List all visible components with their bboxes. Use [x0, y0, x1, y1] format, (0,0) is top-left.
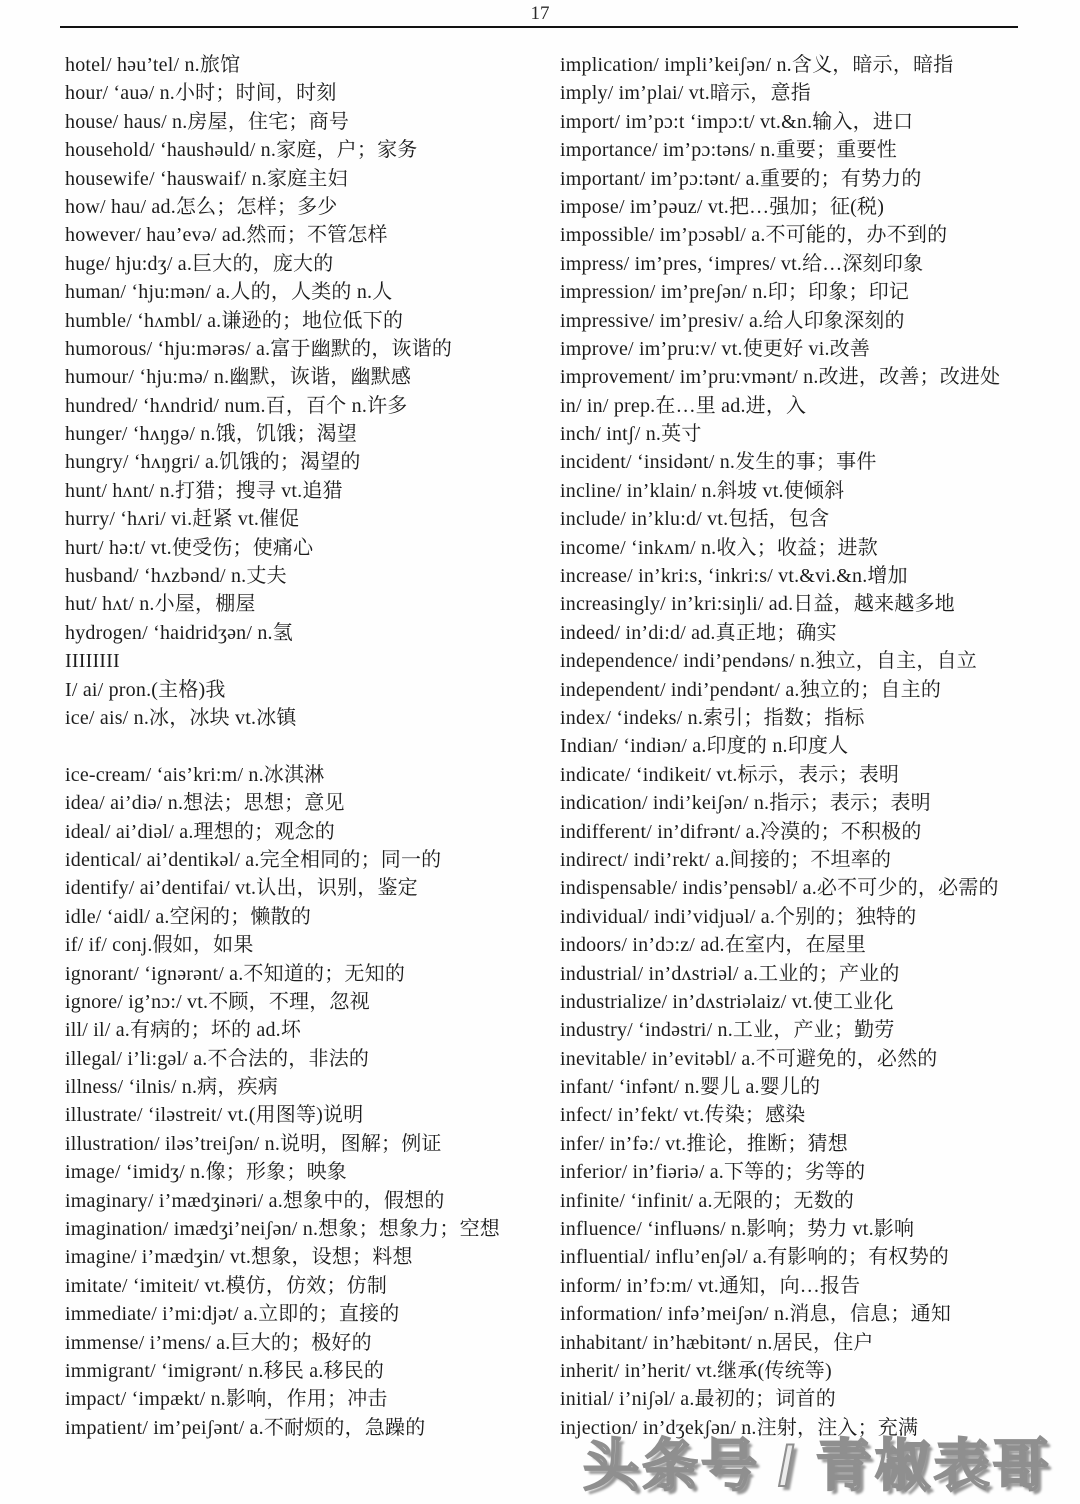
- dictionary-entry: initial/ i’niʃəl/ a.最初的；词首的: [560, 1388, 836, 1411]
- dictionary-entry: industrialize/ in’dʌstriəlaiz/ vt.使工业化: [560, 990, 894, 1013]
- dictionary-entry: imagination/ imædʒi’neiʃən/ n.想象；想象力；空想: [65, 1218, 500, 1241]
- dictionary-entry: inevitable/ in’evitəbl/ a.不可避免的，必然的: [560, 1047, 938, 1070]
- dictionary-entry: industry/ ‘indəstri/ n.工业，产业；勤劳: [560, 1019, 895, 1042]
- dictionary-entry: Indian/ ‘indiən/ a.印度的 n.印度人: [560, 735, 849, 758]
- dictionary-entry: illness/ ‘ilnis/ n.病，疾病: [65, 1076, 278, 1099]
- dictionary-entry: incline/ in’klain/ n.斜坡 vt.使倾斜: [560, 479, 845, 502]
- dictionary-entry: identify/ ai’dentifai/ vt.认出，识别，鉴定: [65, 877, 418, 900]
- dictionary-entry: hunger/ ‘hʌŋgə/ n.饿，饥饿；渴望: [65, 423, 358, 446]
- dictionary-entry: independent/ indi’pendənt/ a.独立的；自主的: [560, 678, 942, 701]
- dictionary-entry: improvement/ im’pru:vmənt/ n.改进，改善；改进处: [560, 366, 1001, 389]
- dictionary-entry: in/ in/ prep.在…里 ad.进，入: [560, 394, 807, 417]
- dictionary-entry: imagine/ i’mædʒin/ vt.想象，设想；料想: [65, 1246, 413, 1269]
- dictionary-entry: industrial/ in’dʌstriəl/ a.工业的；产业的: [560, 962, 900, 985]
- dictionary-entry: ice-cream/ ‘ais’kri:m/ n.冰淇淋: [65, 763, 325, 786]
- dictionary-entry: hurry/ ‘hʌri/ vi.赶紧 vt.催促: [65, 508, 300, 531]
- dictionary-entry: identical/ ai’dentikəl/ a.完全相同的；同一的: [65, 848, 442, 871]
- dictionary-entry: indication/ indi’keiʃən/ n.指示；表示；表明: [560, 792, 931, 815]
- dictionary-entry: how/ hau/ ad.怎么；怎样；多少: [65, 195, 338, 218]
- dictionary-entry: however/ hau’evə/ ad.然而；不管怎样: [65, 224, 388, 247]
- dictionary-entry: imply/ im’plai/ vt.暗示，意指: [560, 82, 811, 105]
- dictionary-entry: indifferent/ in’difrənt/ a.冷漠的；不积极的: [560, 820, 922, 843]
- dictionary-entry: ideal/ ai’diəl/ a.理想的；观念的: [65, 820, 335, 843]
- dictionary-entry: improve/ im’pru:v/ vt.使更好 vi.改善: [560, 337, 871, 360]
- right-column: [560, 51, 1060, 1442]
- dictionary-entry: implication/ impli’keiʃən/ n.含义，暗示，暗指: [560, 54, 954, 76]
- dictionary-entry: import/ im’pɔ:t ‘impɔ:t/ vt.&n.输入，进口: [560, 110, 914, 133]
- dictionary-entry: indicate/ ‘indikeit/ vt.标示，表示；表明: [560, 763, 900, 786]
- dictionary-entry: inherit/ in’herit/ vt.继承(传统等): [560, 1359, 832, 1382]
- dictionary-entry: individual/ indi’vidjuəl/ a.个别的；独特的: [560, 905, 917, 928]
- watermark-text: 头条号 / 青椒表哥: [583, 1434, 1052, 1497]
- dictionary-entry: idea/ ai’diə/ n.想法；思想；意见: [65, 792, 345, 815]
- dictionary-entry: influence/ ‘influəns/ n.影响；势力 vt.影响: [560, 1218, 915, 1241]
- page-number: 17: [530, 3, 550, 24]
- dictionary-entry: incident/ ‘insidənt/ n.发生的事；事件: [560, 451, 877, 474]
- dictionary-entry: huge/ hju:dʒ/ a.巨大的，庞大的: [65, 252, 334, 275]
- dictionary-entry: infect/ in’fekt/ vt.传染；感染: [560, 1104, 806, 1127]
- dictionary-entry: house/ haus/ n.房屋，住宅；商号: [65, 110, 350, 133]
- dictionary-entry: humorous/ ‘hju:mərəs/ a.富于幽默的，诙谐的: [65, 337, 453, 360]
- dictionary-entry: important/ im’pɔ:tənt/ a.重要的；有势力的: [560, 167, 922, 190]
- dictionary-entry: hydrogen/ ‘haidridʒən/ n.氢: [65, 621, 293, 644]
- dictionary-entry: ice/ ais/ n.冰，冰块 vt.冰镇: [65, 706, 297, 729]
- dictionary-entry: if/ if/ conj.假如，如果: [65, 934, 254, 957]
- dictionary-entry: ignorant/ ‘ignərənt/ a.不知道的；无知的: [65, 962, 406, 985]
- dictionary-entry: indispensable/ indis’pensəbl/ a.必不可少的，必需的: [560, 877, 999, 900]
- dictionary-entry: impossible/ im’pɔsəbl/ a.不可能的，办不到的: [560, 224, 948, 247]
- dictionary-entry: impression/ im’preʃən/ n.印；印象；印记: [560, 281, 910, 304]
- header-divider: [60, 26, 1018, 28]
- dictionary-entry: inferior/ in’fiəriə/ a.下等的；劣等的: [560, 1161, 866, 1184]
- dictionary-entry: imitate/ ‘imiteit/ vt.模仿，仿效；仿制: [65, 1274, 388, 1297]
- dictionary-entry: hundred/ ‘hʌndrid/ num.百，百个 n.许多: [65, 394, 408, 417]
- dictionary-entry: index/ ‘indeks/ n.索引；指数；指标: [560, 706, 865, 729]
- dictionary-entry: infant/ ‘infənt/ n.婴儿 a.婴儿的: [560, 1076, 821, 1099]
- dictionary-entry: impact/ ‘impækt/ n.影响，作用；冲击: [65, 1388, 388, 1411]
- dictionary-entry: IIIIIIII: [65, 650, 120, 673]
- dictionary-entry: I/ ai/ pron.(主格)我: [65, 678, 226, 701]
- dictionary-entry: immigrant/ ‘imigrənt/ n.移民 a.移民的: [65, 1359, 385, 1382]
- dictionary-entry: indeed/ in’di:d/ ad.真正地；确实: [560, 621, 837, 644]
- dictionary-entry: immediate/ i’mi:djət/ a.立即的；直接的: [65, 1303, 400, 1326]
- dictionary-entry: inhabitant/ in’hæbitənt/ n.居民，住户: [560, 1331, 874, 1354]
- dictionary-entry: influential/ influ’enʃəl/ a.有影响的；有权势的: [560, 1246, 949, 1269]
- dictionary-entry: imaginary/ i’mædʒinəri/ a.想象中的，假想的: [65, 1189, 445, 1212]
- dictionary-entry: injection/ in’dʒekʃən/ n.注射，注入；充满: [560, 1416, 919, 1439]
- dictionary-entry: increase/ in’kri:s, ‘inkri:s/ vt.&vi.&n.增加: [560, 565, 908, 588]
- dictionary-entry: impress/ im’pres, ‘impres/ vt.给…深刻印象: [560, 252, 924, 275]
- dictionary-entry: impressive/ im’presiv/ a.给人印象深刻的: [560, 309, 905, 332]
- dictionary-entry: illustrate/ ‘iləstreit/ vt.(用图等)说明: [65, 1104, 364, 1127]
- dictionary-entry: increasingly/ in’kri:siŋli/ ad.日益，越来越多地: [560, 593, 955, 616]
- dictionary-entry: inform/ in’fɔ:m/ vt.通知，向…报告: [560, 1274, 861, 1297]
- dictionary-entry: independence/ indi’pendəns/ n.独立，自主，自立: [560, 650, 977, 673]
- dictionary-entry: include/ in’klu:d/ vt.包括，包含: [560, 508, 830, 531]
- dictionary-entry: illustration/ iləs’treiʃən/ n.说明，图解；例证: [65, 1132, 442, 1155]
- dictionary-entry: impatient/ im’peiʃənt/ a.不耐烦的，急躁的: [65, 1416, 426, 1439]
- dictionary-entry: household/ ‘haushəuld/ n.家庭，户；家务: [65, 139, 418, 162]
- dictionary-entry: image/ ‘imidʒ/ n.像；形象；映象: [65, 1161, 347, 1184]
- dictionary-entry: husband/ ‘hʌzbənd/ n.丈夫: [65, 565, 287, 588]
- dictionary-entry: housewife/ ‘hauswaif/ n.家庭主妇: [65, 167, 348, 190]
- dictionary-entry: infer/ in’fə:/ vt.推论，推断；猜想: [560, 1132, 848, 1155]
- dictionary-entry: ignore/ ig’nɔ:/ vt.不顾，不理，忽视: [65, 990, 370, 1013]
- dictionary-entry: indirect/ indi’rekt/ a.间接的；不坦率的: [560, 848, 892, 871]
- left-column: [65, 51, 545, 1442]
- dictionary-entry: inch/ intʃ/ n.英寸: [560, 423, 702, 446]
- dictionary-entry: [65, 732, 545, 760]
- dictionary-entry: hungry/ ‘hʌŋgri/ a.饥饿的；渴望的: [65, 451, 361, 474]
- dictionary-entry: impose/ im’pəuz/ vt.把…强加；征(税): [560, 195, 885, 218]
- dictionary-entry: hotel/ həu’tel/ n.旅馆: [65, 54, 241, 76]
- dictionary-entry: humour/ ‘hju:mə/ n.幽默，诙谐，幽默感: [65, 366, 412, 389]
- dictionary-entry: ill/ il/ a.有病的；坏的 ad.坏: [65, 1019, 302, 1042]
- dictionary-entry: immense/ i’mens/ a.巨大的；极好的: [65, 1331, 372, 1354]
- dictionary-entry: humble/ ‘hʌmbl/ a.谦逊的；地位低下的: [65, 309, 404, 332]
- dictionary-entry: importance/ im’pɔ:təns/ n.重要；重要性: [560, 139, 897, 162]
- dictionary-entry: idle/ ‘aidl/ a.空闲的；懒散的: [65, 905, 312, 928]
- dictionary-entry: human/ ‘hju:mən/ a.人的，人类的 n.人: [65, 281, 393, 304]
- dictionary-entry: hunt/ hʌnt/ n.打猎；搜寻 vt.追猎: [65, 479, 343, 502]
- dictionary-entry: income/ ‘inkʌm/ n.收入；收益；进款: [560, 536, 878, 559]
- dictionary-entry: infinite/ ‘infinit/ a.无限的；无数的: [560, 1189, 855, 1212]
- dictionary-entry: hut/ hʌt/ n.小屋，棚屋: [65, 593, 256, 616]
- dictionary-entry: information/ infə’meiʃən/ n.消息，信息；通知: [560, 1303, 952, 1326]
- dictionary-entry: hour/ ‘auə/ n.小时；时间，时刻: [65, 82, 337, 105]
- dictionary-entry: indoors/ in’dɔ:z/ ad.在室内，在屋里: [560, 934, 867, 957]
- dictionary-entry: illegal/ i’li:gəl/ a.不合法的，非法的: [65, 1047, 370, 1070]
- dictionary-entry: hurt/ hə:t/ vt.使受伤；使痛心: [65, 536, 314, 559]
